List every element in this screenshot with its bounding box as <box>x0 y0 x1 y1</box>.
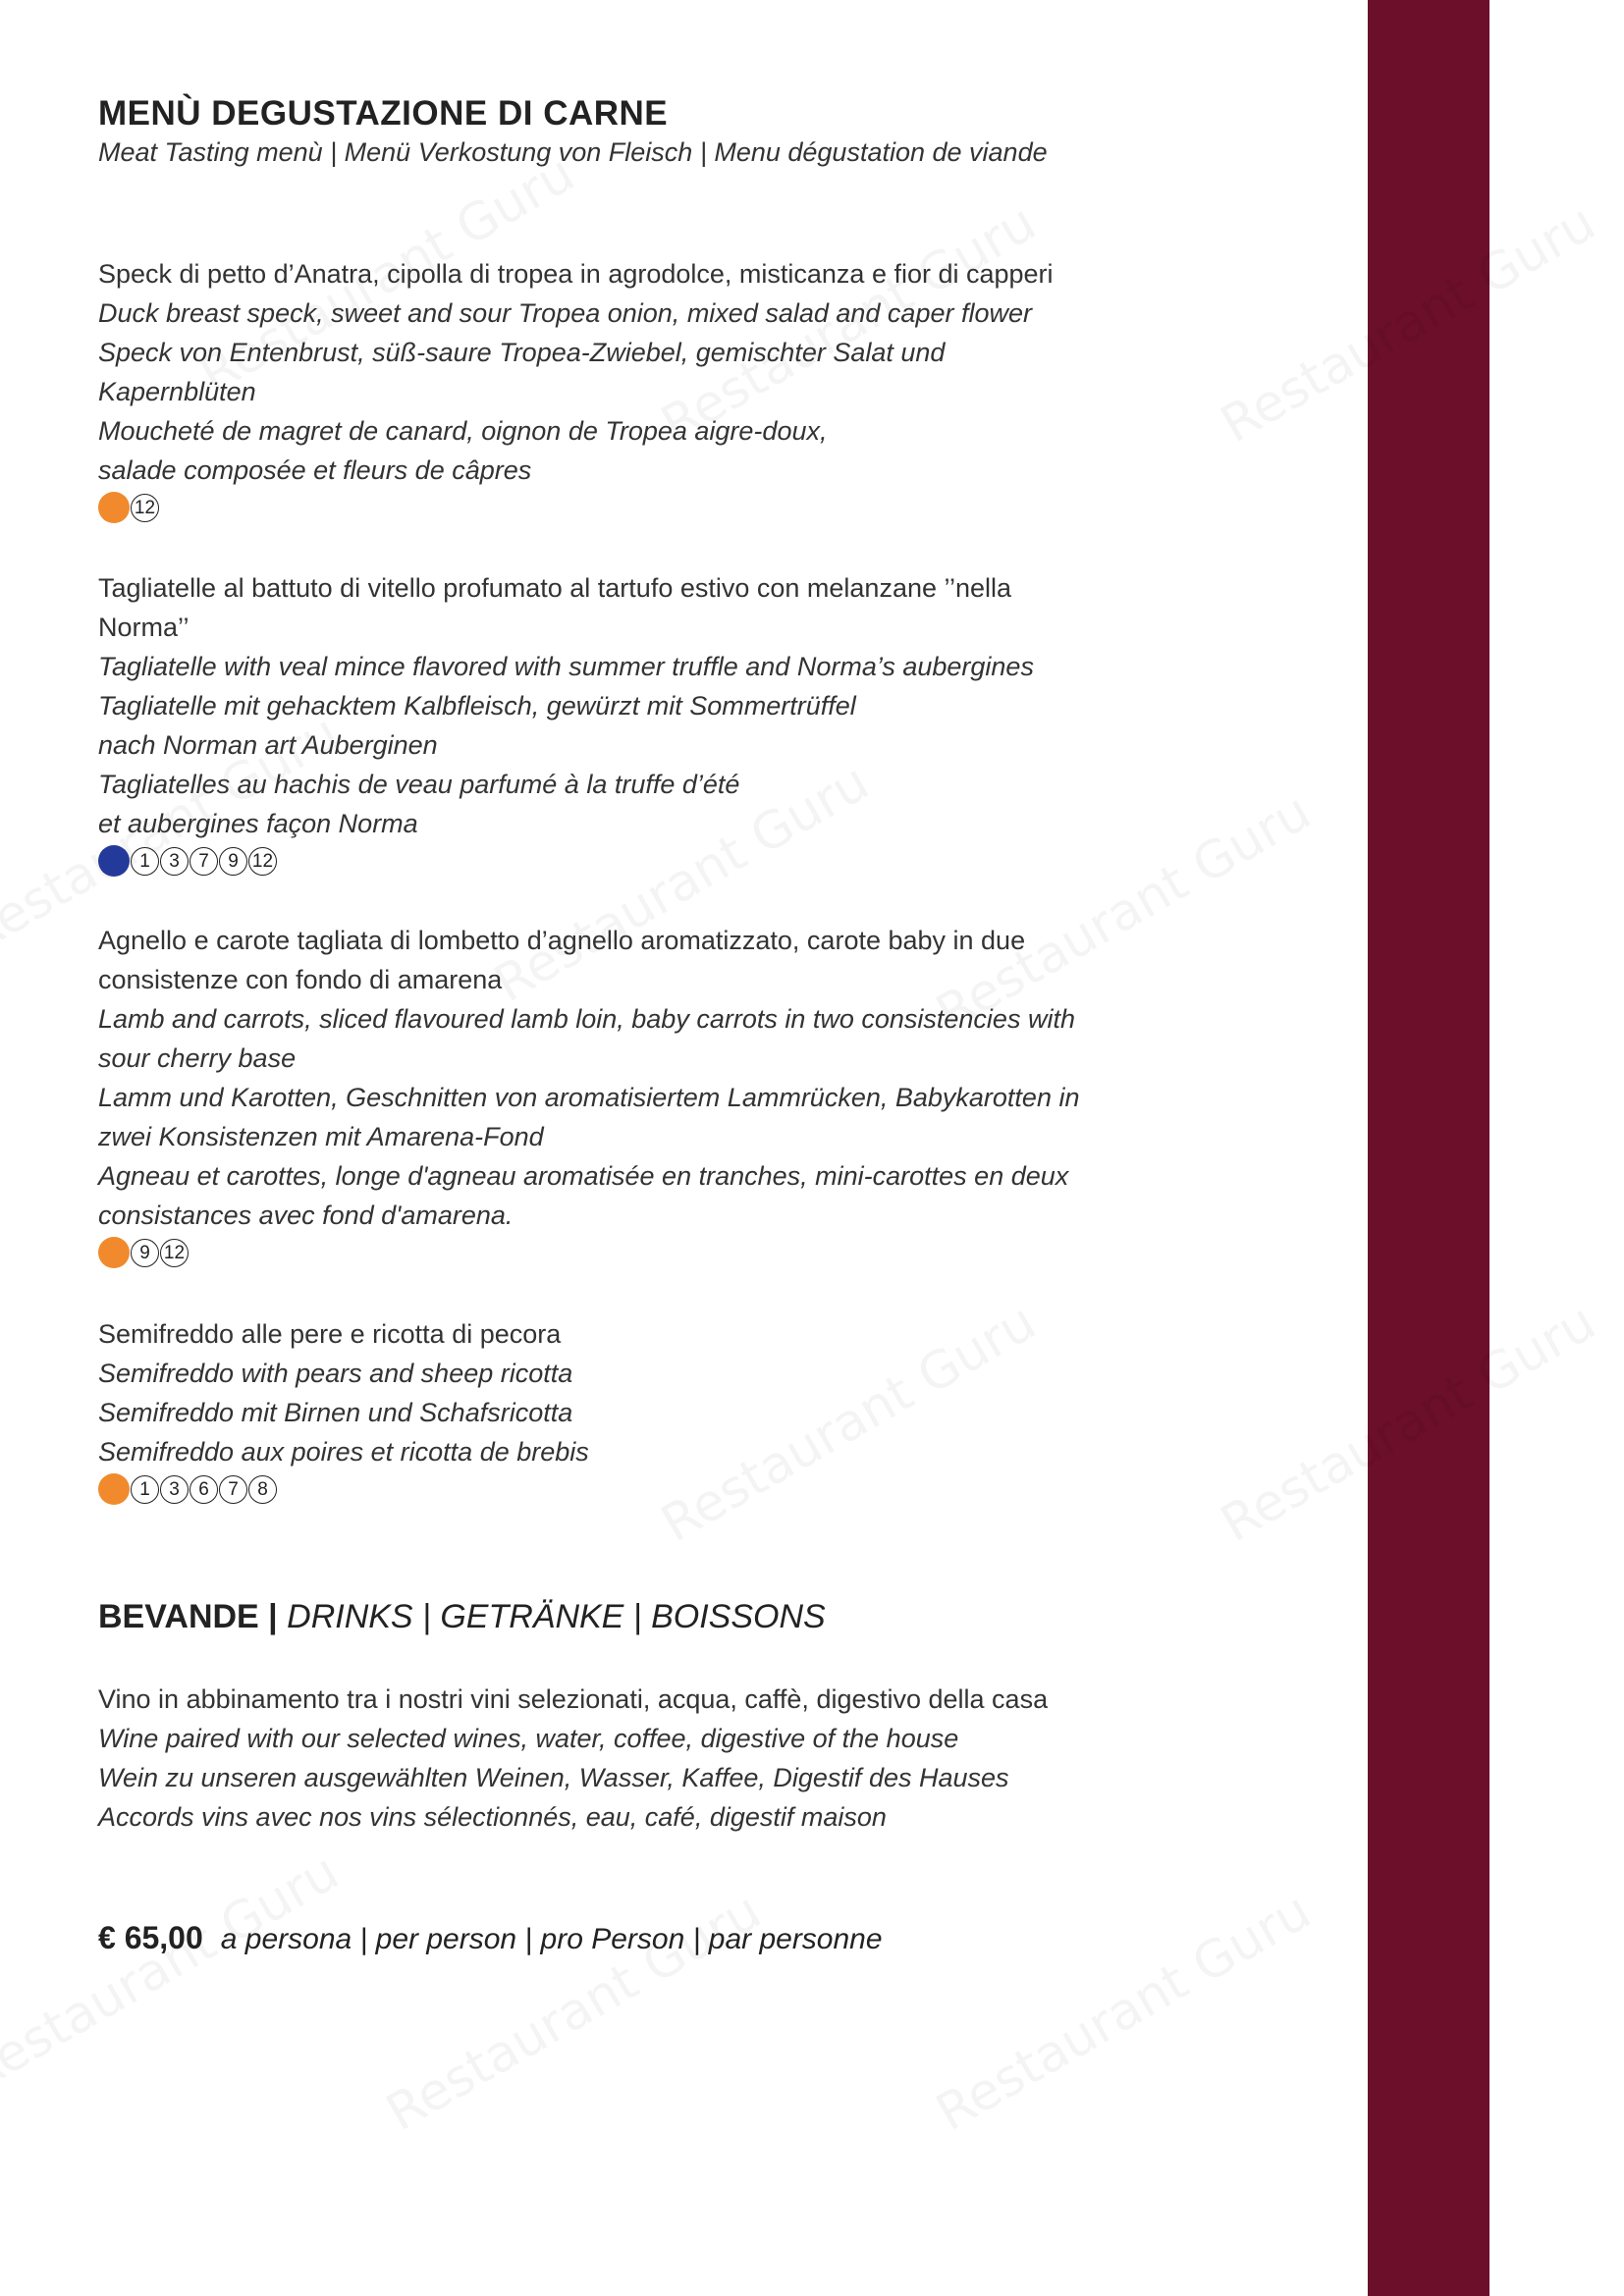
translation-line: Tagliatelle with veal mince flavored with summer truffle and Norma’s aubergines <box>98 652 1034 681</box>
price-line <box>98 1920 883 1956</box>
page-subtitle: Meat Tasting menù | Menü Verkostung von Fleisch | Menu dégustation de viande <box>98 137 1048 167</box>
allergen-number-badge: 3 <box>160 1475 189 1504</box>
allergen-number-badge: 8 <box>248 1475 277 1504</box>
allergen-number-badge: 12 <box>131 494 159 522</box>
menu-course-4 <box>98 1314 589 1507</box>
translation-line: Tagliatelle mit gehacktem Kalbfleisch, gewürzt mit Sommertrüffel <box>98 691 856 721</box>
allergen-number-badge: 7 <box>219 1475 247 1504</box>
page-title: MENÙ DEGUSTAZIONE DI CARNE <box>98 94 669 133</box>
diet-dot-icon <box>98 1237 130 1268</box>
allergen-number-badge: 12 <box>160 1239 189 1267</box>
italian-line: consistenze con fondo di amarena <box>98 965 503 994</box>
price-amount: € 65,00 <box>98 1920 203 1955</box>
italian-line: Norma’’ <box>98 613 189 642</box>
allergen-row <box>98 1235 1079 1270</box>
diet-dot-icon <box>98 492 130 523</box>
translation-line: salade composée et fleurs de câpres <box>98 455 532 485</box>
allergen-number-badge: 7 <box>189 847 218 876</box>
watermark <box>0 1842 349 2104</box>
watermark <box>652 1293 1046 1554</box>
translation-line: Accords vins avec nos vins sélectionnés, eau, café, digestif maison <box>98 1802 887 1832</box>
translation-line: Wine paired with our selected wines, water, coffee, digestive of the house <box>98 1724 959 1753</box>
translation-line: Speck von Entenbrust, süß-saure Tropea-Zwiebel, gemischter Salat und <box>98 338 946 367</box>
italian-line: Tagliatelle al battuto di vitello profumato al tartufo estivo con melanzane ’’nella <box>98 573 1012 603</box>
price-unit: a persona | per person | pro Person | par personne <box>220 1923 883 1955</box>
translation-line: Agneau et carottes, longe d'agneau aromatisée en tranches, mini-carottes en deux <box>98 1161 1069 1191</box>
allergen-number-badge: 6 <box>189 1475 218 1504</box>
allergen-row <box>98 490 1054 525</box>
allergen-number-badge: 9 <box>219 847 247 876</box>
translation-line: zwei Konsistenzen mit Amarena-Fond <box>98 1122 544 1151</box>
drinks-heading <box>98 1598 826 1636</box>
allergen-number-badge: 9 <box>131 1239 159 1267</box>
drinks-heading-translations: DRINKS | GETRÄNKE | BOISSONS <box>277 1598 826 1635</box>
drinks-heading-bold: BEVANDE | <box>98 1598 278 1635</box>
diet-dot-icon <box>98 1473 130 1505</box>
menu-course-2 <box>98 568 1034 879</box>
watermark <box>927 1882 1321 2143</box>
allergen-number-badge: 12 <box>248 847 277 876</box>
menu-course-1 <box>98 254 1054 525</box>
allergen-number-badge: 1 <box>131 847 159 876</box>
translation-line: Duck breast speck, sweet and sour Tropea onion, mixed salad and caper flower <box>98 298 1032 328</box>
allergen-number-badge: 1 <box>131 1475 159 1504</box>
translation-line: Semifreddo mit Birnen und Schafsricotta <box>98 1398 573 1427</box>
translation-line: Kapernblüten <box>98 377 256 406</box>
italian-line: Agnello e carote tagliata di lombetto d’agnello aromatizzato, carote baby in due <box>98 926 1026 955</box>
diet-dot-icon <box>98 845 130 877</box>
translation-line: nach Norman art Auberginen <box>98 730 438 760</box>
translation-line: Semifreddo with pears and sheep ricotta <box>98 1359 573 1388</box>
translation-line: consistances avec fond d'amarena. <box>98 1201 514 1230</box>
translation-line: sour cherry base <box>98 1043 297 1073</box>
translation-line: Tagliatelles au hachis de veau parfumé à la truffe d’été <box>98 770 740 799</box>
italian-line: Speck di petto d’Anatra, cipolla di tropea in agrodolce, misticanza e fior di capperi <box>98 259 1054 289</box>
translation-line: et aubergines façon Norma <box>98 809 418 838</box>
italian-line: Semifreddo alle pere e ricotta di pecora <box>98 1319 562 1349</box>
translation-line: Semifreddo aux poires et ricotta de brebis <box>98 1437 589 1467</box>
translation-line: Moucheté de magret de canard, oignon de Tropea aigre-doux, <box>98 416 828 446</box>
translation-line: Wein zu unseren ausgewählten Weinen, Wasser, Kaffee, Digestif des Hauses <box>98 1763 1009 1792</box>
menu-course-3 <box>98 921 1079 1270</box>
allergen-row <box>98 1471 589 1507</box>
translation-line: Lamb and carrots, sliced flavoured lamb loin, baby carrots in two consistencies with <box>98 1004 1075 1034</box>
drinks-description <box>98 1680 1048 1837</box>
translation-line: Lamm und Karotten, Geschnitten von aromatisiertem Lammrücken, Babykarotten in <box>98 1083 1080 1112</box>
allergen-number-badge: 3 <box>160 847 189 876</box>
italian-line: Vino in abbinamento tra i nostri vini selezionati, acqua, caffè, digestivo della casa <box>98 1684 1049 1714</box>
allergen-row <box>98 843 1034 879</box>
